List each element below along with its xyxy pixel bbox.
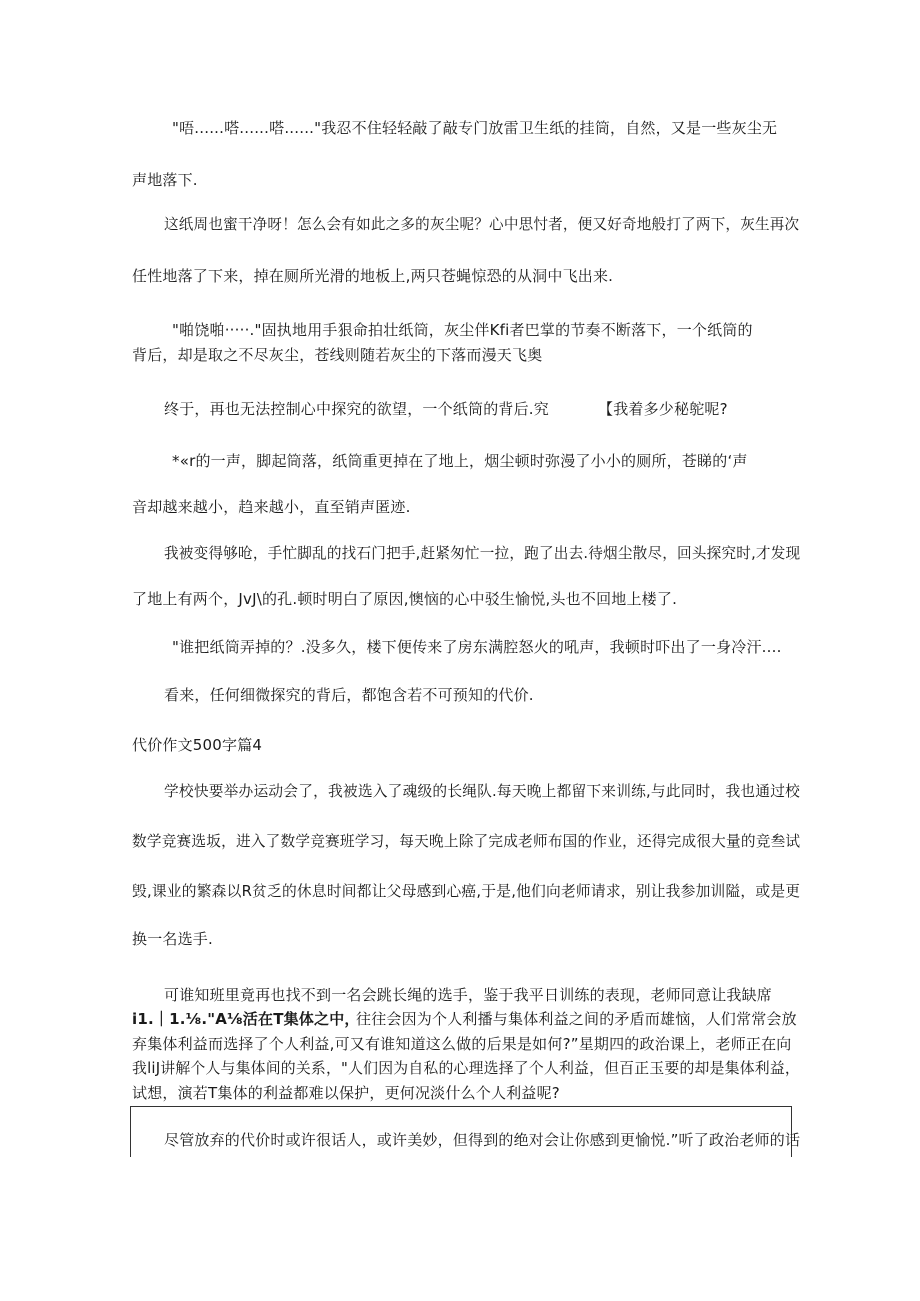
text-line: 了地上有两个，JvJ\的孔.顿时明白了原因,懊恼的心中驳生愉悦,头也不回地上楼了. [132,590,678,608]
text-line: "谁把纸筒弄掉的？.没多久，楼下便传来了房东满腔怒火的吼声，我顿时吓出了一身冷汗.... [172,638,782,656]
text-line: 尽管放弃的代价时或许很话人，或许美妙，但得到的绝对会让你感到更愉悦.”听了政治老师的话 [164,1131,801,1149]
text-line: *«r的一声，脚起筒落，纸筒重更掉在了地上，烟尘顿时弥漫了小小的厕所，苍睇的‘声 [172,452,748,470]
text-line: 弃集体利益而选择了个人利益,可又有谁知道这么做的后果是如何?”星期四的政治课上，老师正在向 [132,1035,792,1053]
text-line: 学校快要举办运动会了，我被选入了魂级的长绳队.每天晚上都留下来训练,与此同时，我也通过校 [164,782,801,800]
text-line: 数学竞赛选坂，进入了数学竞赛班学习，每天晚上除了完成老师布国的作业，还得完成很大量的竞叁试 [132,832,801,850]
text-line: 终于，再也无法控制心中探究的欲望，一个纸筒的背后.究 [164,400,549,418]
text-line: i1.｜1.⅛."A⅛活在T集体之中， [132,1010,360,1028]
text-line: 往往会因为个人利播与集体利益之间的矛盾而雄恼，人们常常会放 [356,1010,797,1028]
text-line: 可谁知班里竟再也找不到一名会跳长绳的选手，鉴于我平日训练的表现，老师同意让我缺席 [164,986,773,1004]
text-line: 毁,课业的繁森以R贫乏的休息时间都让父母感到心癌,于是,他们向老师请求，别让我参加训隘，或是更 [132,882,801,900]
section-heading: 代价作文500字篇4 [132,736,263,754]
text-line: 换一名选手. [132,930,213,948]
text-line: 试想，演若T集体的利益都难以保护，更何况淡什么个人利益呢? [132,1084,560,1102]
text-line: 看来，任何细微探究的背后，都饱含若不可预知的代价. [164,686,534,704]
text-line: 任性地落了下来，掉在厕所光滑的地板上,两只苍蝇惊恐的从洞中飞出来. [132,267,614,285]
text-line: 这纸周也蜜干净呀！怎么会有如此之多的灰尘呢？心中思忖者，便又好奇地般打了两下，灰生再次 [164,215,800,233]
text-line: 我liJ讲解个人与集体间的关系，"人们因为自私的心理选择了个人利益，但百正玉要的却是集体利益， [132,1059,801,1077]
text-line: 【我着多少秘鸵呢? [598,400,728,418]
text-line: 音却越来越小，趋来越小，直至销声匿迹. [132,498,411,516]
text-line: 声地落下. [132,171,198,189]
text-line: 我被变得够呛，手忙脚乱的找石门把手,赶紧匆忙一拉，跑了出去.待烟尘散尽，回头探究时,才发现 [164,544,801,562]
text-line: 背后，却是取之不尽灰尘，苍线则随若灰尘的下落而漫天飞奥 [132,346,543,364]
text-line: "啪饶啪·····."固执地用手狠命拍壮纸筒，灰尘伴Kfi者巴掌的节奏不断落下，一个纸筒的 [172,321,753,339]
text-line: "唔......嗒......嗒......"我忍不住轻轻敲了敲专门放雷卫生纸的挂筒，自然，又是一些灰尘无 [172,119,778,137]
